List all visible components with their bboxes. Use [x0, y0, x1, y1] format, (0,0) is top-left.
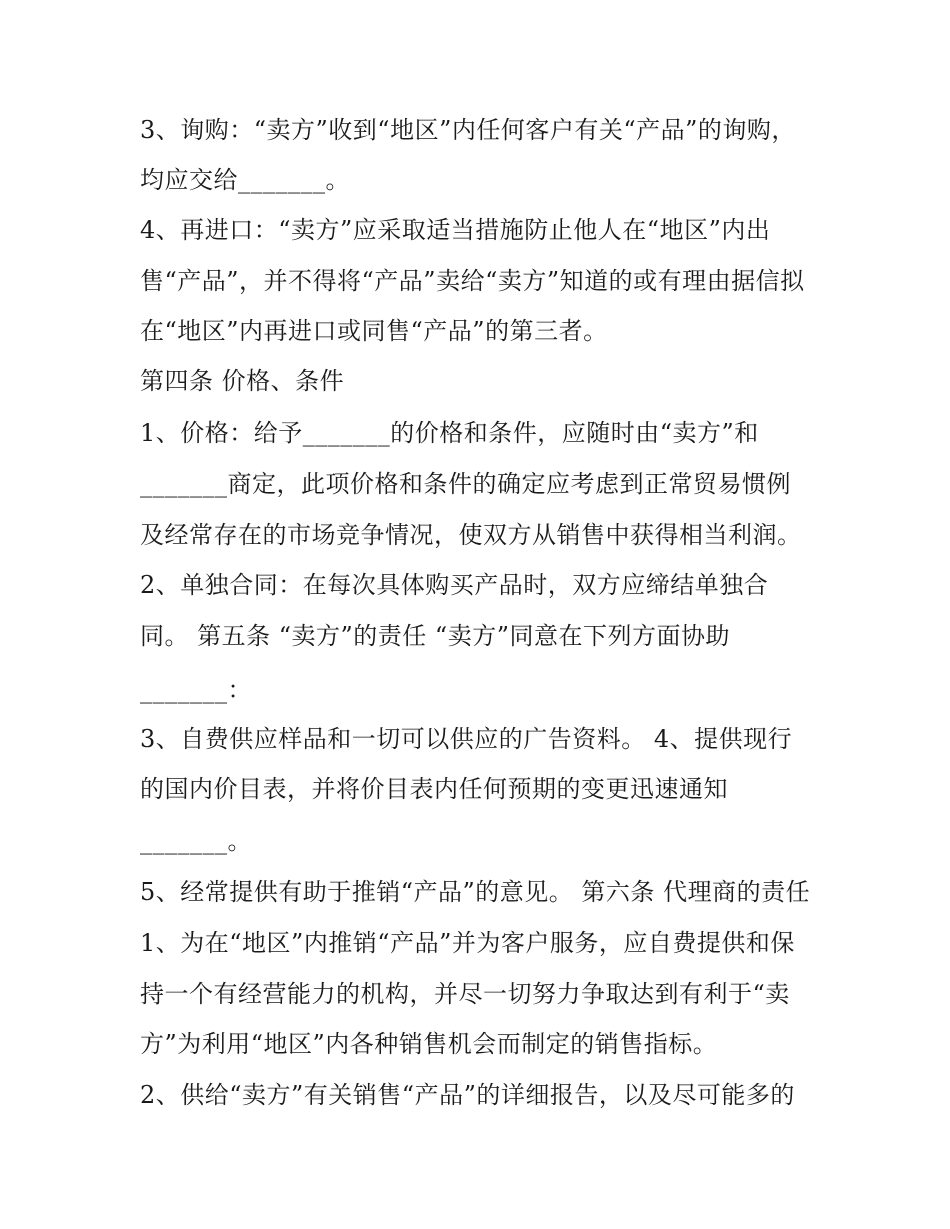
text-line-8: _______商定，此项价格和条件的确定应考虑到正常贸易惯例	[140, 470, 791, 498]
text-line-12: _______：	[140, 676, 252, 704]
text-line-17: 1、为在“地区”内推销“产品”并为客户服务，应自费提供和保	[140, 929, 795, 957]
text-line-2: 均应交给_______。	[140, 166, 350, 194]
text-line-16: 5、经常提供有助于推销“产品”的意见。 第六条 代理商的责任	[140, 878, 811, 906]
text-line-10: 2、单独合同：在每次具体购买产品时，双方应缔结单独合	[140, 571, 769, 599]
text-line-5: 在“地区”内再进口或同售“产品”的第三者。	[140, 317, 608, 345]
section-heading-4: 第四条 价格、条件	[140, 367, 345, 395]
text-line-3: 4、再进口：“卖方”应采取适当措施防止他人在“地区”内出	[140, 216, 771, 244]
text-line-19: 方”为利用“地区”内各种销售机会而制定的销售指标。	[140, 1030, 718, 1058]
text-line-11: 同。 第五条 “卖方”的责任 “卖方”同意在下列方面协助	[140, 622, 730, 650]
text-line-15: _______。	[140, 827, 252, 855]
text-line-13: 3、自费供应样品和一切可以供应的广告资料。 4、提供现行	[140, 725, 793, 753]
text-line-14: 的国内价目表，并将价目表内任何预期的变更迅速通知	[140, 775, 728, 803]
text-line-20: 2、供给“卖方”有关销售“产品”的详细报告，以及尽可能多的	[140, 1081, 795, 1109]
text-line-4: 售“产品”，并不得将“产品”卖给“卖方”知道的或有理由据信拟	[140, 267, 805, 295]
text-line-1: 3、询购：“卖方”收到“地区”内任何客户有关“产品”的询购，	[140, 116, 796, 144]
text-line-7: 1、价格：给予_______的价格和条件，应随时由“卖方”和	[140, 419, 759, 447]
text-line-18: 持一个有经营能力的机构，并尽一切努力争取达到有利于“卖	[140, 980, 790, 1008]
text-line-9: 及经常存在的市场竞争情况，使双方从销售中获得相当利润。	[140, 521, 802, 549]
